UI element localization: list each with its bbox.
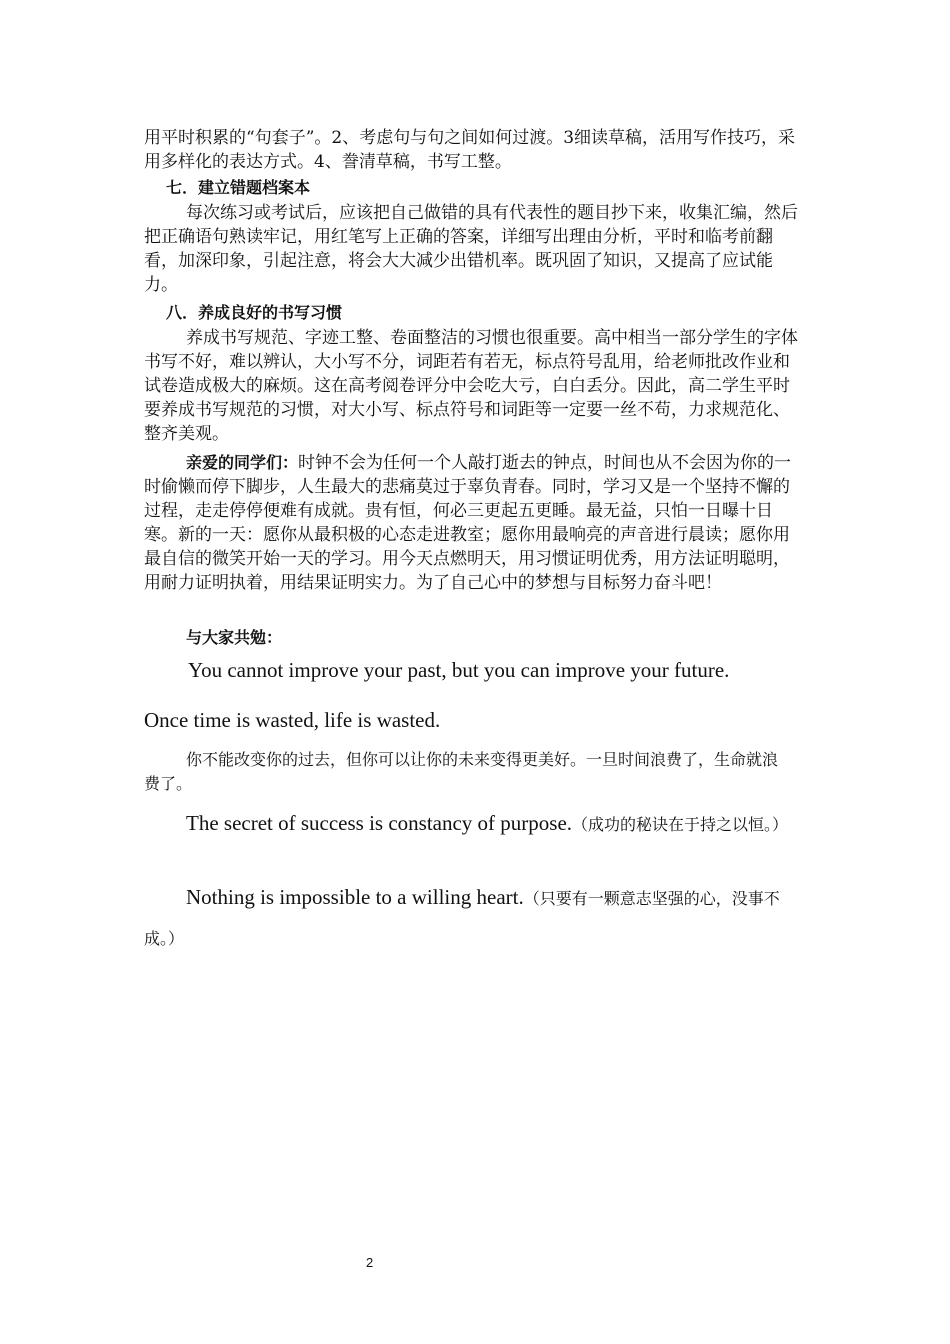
quote-2 [144,803,794,845]
paragraph-dear-students [144,451,804,595]
page-number: 2 [366,1255,374,1270]
quote-3 [144,877,794,959]
quote-2-chinese: （成功的秘诀在于持之以恒。） [572,815,789,834]
quote-3-chinese: （只要有一颗意志坚强的心，没事不成。） [144,889,780,948]
heading-section-8: 八．养成良好的书写习惯 [166,303,343,322]
paragraph-error-notebook: 每次练习或考试后，应该把自己做错的具有代表性的题目抄下来，收集汇编，然后把正确语句熟读牢记，用红笔写上正确的答案，详细写出理由分析，平时和临考前翻看，加深印象，引起注意，将会大大减少出错机率。既巩固了知识，又提高了应试能力。 [144,203,798,295]
quote-3-english: Nothing is impossible to a willing heart. [186,885,524,909]
quote-1-english-line-1: You cannot improve your past, but you can improve your future. [188,658,730,682]
heading-section-7: 七．建立错题档案本 [166,178,311,197]
dear-students-body: 时钟不会为任何一个人敲打逝去的钟点，时间也从不会因为你的一时偷懒而停下脚步，人生最大的悲痛莫过于辜负青春。同时，学习又是一个坚持不懈的过程，走走停停便难有成就。贵有恒，何必三更起五更睡。最无益，只怕一日曝十日寒。新的一天：愿你从最积极的心态走进教室；愿你用最响亮的声音进行晨读；愿你用最自信的微笑开始一天的学习。用今天点燃明天，用习惯证明优秀，用方法证明聪明，用耐力证明执着，用结果证明实力。为了自己心中的梦想与目标努力奋斗吧！ [144,453,792,593]
quote-1-chinese: 你不能改变你的过去，但你可以让你的未来变得更美好。一旦时间浪费了，生命就浪费了。 [144,750,779,793]
dear-students-lead: 亲爱的同学们： [186,453,299,472]
encouragement-label: 与大家共勉： [186,628,283,647]
paragraph-writing-steps: 用平时积累的“句套子”。2、考虑句与句之间如何过渡。3细读草稿，活用写作技巧，采用多样化的表达方式。4、誊清草稿，书写工整。 [144,128,796,172]
quote-2-english: The secret of success is constancy of purpose. [186,811,573,835]
quote-1-english-line-2: Once time is wasted, life is wasted. [144,708,441,732]
paragraph-writing-habits: 养成书写规范、字迹工整、卷面整洁的习惯也很重要。高中相当一部分学生的字体书写不好，难以辨认，大小写不分，词距若有若无，标点符号乱用，给老师批改作业和试卷造成极大的麻烦。这在高考阅卷评分中会吃大亏，白白丢分。因此，高二学生平时要养成书写规范的习惯，对大小写、标点符号和词距等一定要一丝不苟，力求规范化、整齐美观。 [144,328,798,444]
